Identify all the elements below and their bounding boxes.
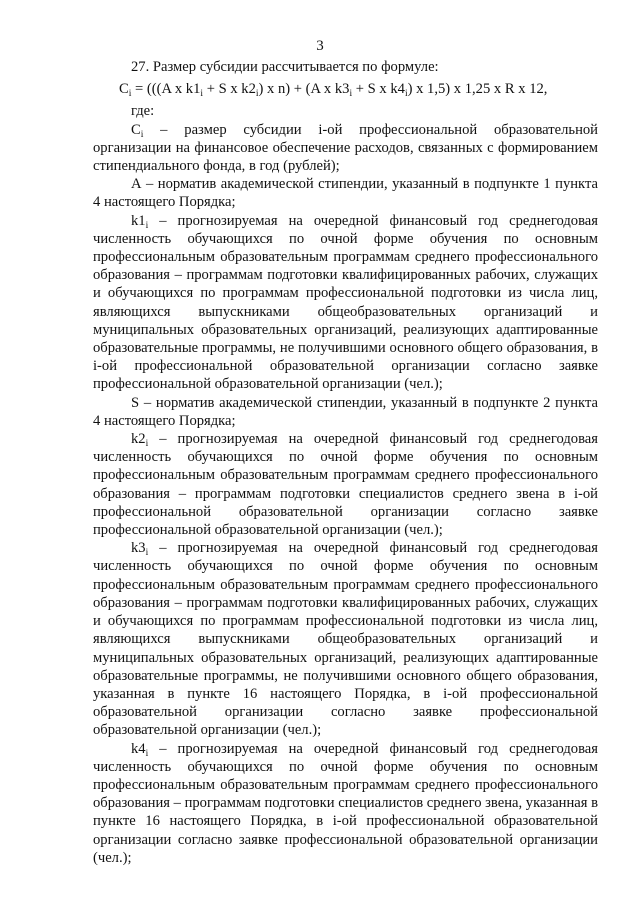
definition-s: S – норматив академической стипендии, указанный в подпункте 2 пункта 4 настоящего Порядка;: [93, 394, 598, 429]
definition-k3: $k3_i$ – прогнозируемая на очередной финансовый год среднегодовая численность обучающихся по очной форме обучения по основным профессиональным образовательным программам среднего профессионального образования – программам подготовки квалифицированных рабочих, служащих и обучающихся по программам профессиональной подготовки из числа лиц, являющихся выпускниками общеобразовательных организаций и муниципальных образовательных организаций, реализующих адаптированные образовательные программы, не получившими основного общего образования, указанная в пункте 16 настоящего Порядка, в i-ой профессиональной образовательной организации согласно заявке профессиональной образовательной организации (чел.);: [93, 540, 598, 739]
document-body: [93, 58, 598, 867]
definition-a: А – норматив академической стипендии, указанный в подпункте 1 пункта 4 настоящего Порядка;: [93, 176, 598, 211]
definition-k1: $k1_i$ – прогнозируемая на очередной финансовый год среднегодовая численность обучающихся по очной форме обучения по основным профессиональным образовательным программам среднего профессионального образования – программам подготовки квалифицированных рабочих, служащих и обучающихся по программам профессиональной подготовки из числа лиц, являющихся выпускниками общеобразовательных организаций и муниципальных образовательных организаций, реализующих адаптированные образовательные программы, не получившими основного общего образования, в i-ой профессиональной образовательной организации согласно заявке профессиональной образовательной организации (чел.);: [93, 212, 598, 393]
paragraph-27-intro: 27. Размер субсидии рассчитывается по формуле:: [131, 59, 439, 75]
definition-k4: $k4_i$ – прогнозируемая на очередной финансовый год среднегодовая численность обучающихся по очной форме обучения по основным профессиональным образовательным программам среднего профессионального образования – программам подготовки специалистов среднего звена, указанная в пункте 16 настоящего Порядка, в i-ой профессиональной образовательной организации согласно заявке профессиональной образовательной организации (чел.);: [93, 740, 599, 866]
definition-k2: $k2_i$ – прогнозируемая на очередной финансовый год среднегодовая численность обучающихся по очной форме обучения по основным профессиональным образовательным программам среднего профессионального образования – программам подготовки специалистов среднего звена в i-ой профессиональной образовательной организации согласно заявке профессиональной образовательной организации (чел.);: [93, 431, 598, 539]
subsidy-formula: $C_i = (((A$ x $k1_i + S$ x $k2_i$) x n) + (A x $k3_i + S$ x $k4_i$) x 1,5) x 1,25 x R x 12,: [119, 81, 548, 100]
where-label: где:: [131, 103, 155, 120]
page-number: 3: [316, 38, 324, 54]
definition-ci: $C_i$ – размер субсидии i-ой профессиональной образовательной организации на финансовое обеспечение расходов, связанных с формированием стипендиального фонда, в год (рублей);: [93, 121, 598, 175]
